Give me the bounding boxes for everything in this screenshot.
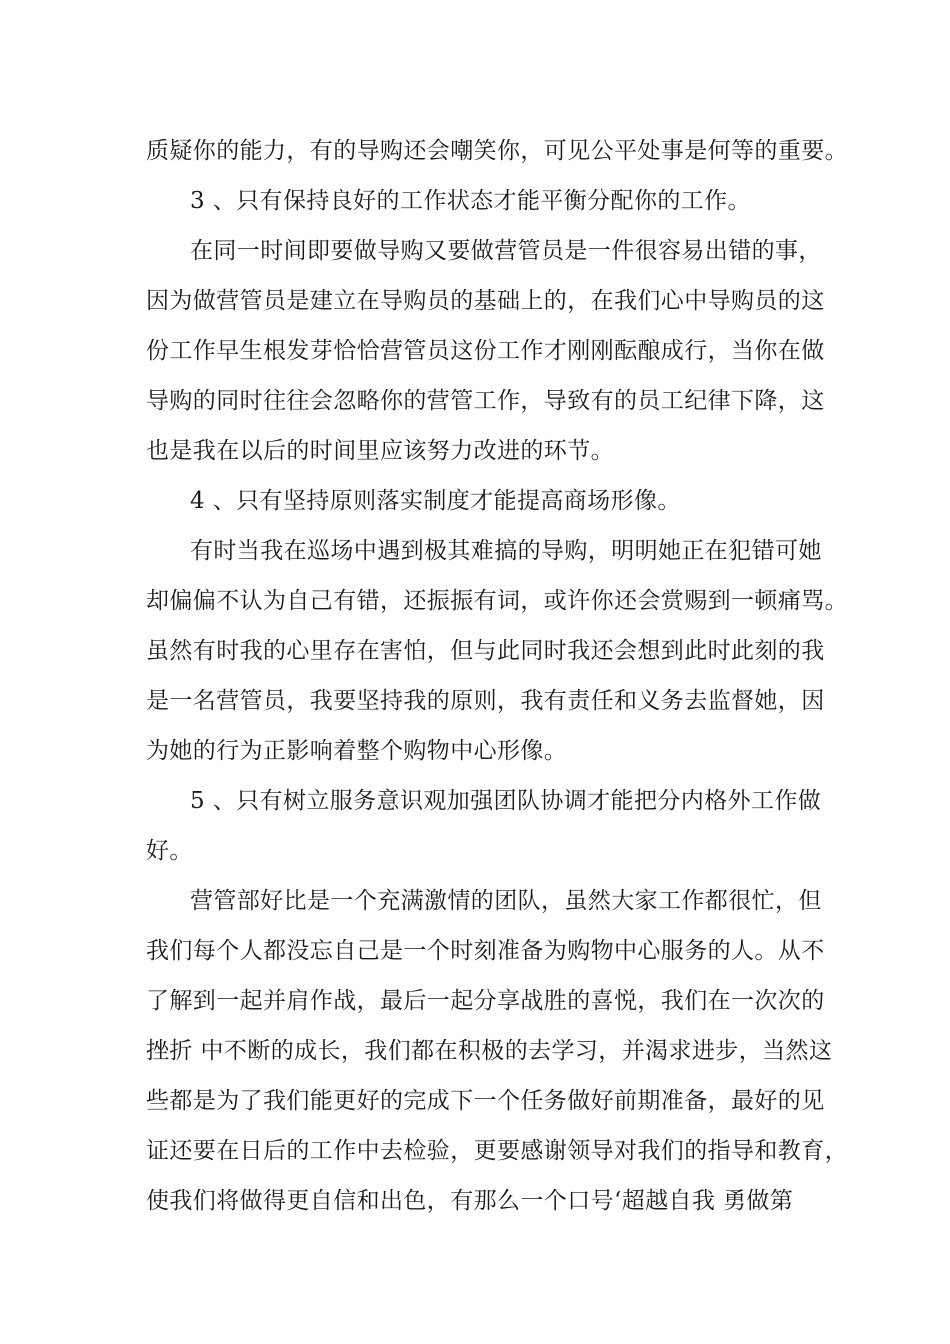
text-line-20: 些都是为了我们能更好的完成下一个任务做好前期准备，最好的见	[146, 1088, 825, 1114]
text-line-13: 为她的行为正影响着整个购物中心形像。	[146, 738, 568, 764]
text-line-1: 质疑你的能力，有的导购还会嘲笑你，可见公平处事是何等的重要。	[146, 138, 848, 164]
text-line-21: 证还要在日后的工作中去检验，更要感谢领导对我们的指导和教育，	[146, 1138, 848, 1164]
text-line-22: 使我们将做得更自信和出色，有那么一个口号‘超越自我 勇做第	[146, 1188, 794, 1214]
text-line-6: 导购的同时往往会忽略你的营管工作，导致有的员工纪律下降，这	[146, 388, 825, 414]
text-line-7: 也是我在以后的时间里应该努力改进的环节。	[146, 438, 614, 464]
text-line-5: 份工作早生根发芽恰恰营管员这份工作才刚刚酝酿成行，当你在做	[146, 338, 825, 364]
text-line-18: 了解到一起并肩作战，最后一起分享战胜的喜悦，我们在一次次的	[146, 988, 825, 1014]
text-line-12: 是一名营管员，我要坚持我的原则，我有责任和义务去监督她，因	[146, 688, 825, 714]
text-line-15: 好。	[146, 838, 193, 864]
text-line-16: 营管部好比是一个充满激情的团队，虽然大家工作都很忙，但	[190, 888, 822, 914]
text-line-11: 虽然有时我的心里存在害怕，但与此同时我还会想到此时此刻的我	[146, 638, 825, 664]
text-line-19: 挫折 中不断的成长，我们都在积极的去学习，并渴求进步，当然这	[146, 1038, 833, 1064]
numbered-heading-3: 3 、只有保持良好的工作状态才能平衡分配你的工作。	[190, 188, 751, 214]
numbered-heading-4: 4 、只有坚持原则落实制度才能提高商场形像。	[190, 488, 681, 514]
text-line-3: 在同一时间即要做导购又要做营管员是一件很容易出错的事，	[190, 238, 822, 264]
numbered-heading-5: 5 、只有树立服务意识观加强团队协调才能把分内格外工作做	[190, 788, 822, 814]
text-line-17: 我们每个人都没忘自己是一个时刻准备为购物中心服务的人。从不	[146, 938, 825, 964]
text-line-10: 却偏偏不认为自己有错，还振振有词，或许你还会赏赐到一顿痛骂。	[146, 588, 848, 614]
text-line-9: 有时当我在巡场中遇到极其难搞的导购，明明她正在犯错可她	[190, 538, 822, 564]
text-line-4: 因为做营管员是建立在导购员的基础上的，在我们心中导购员的这	[146, 288, 825, 314]
